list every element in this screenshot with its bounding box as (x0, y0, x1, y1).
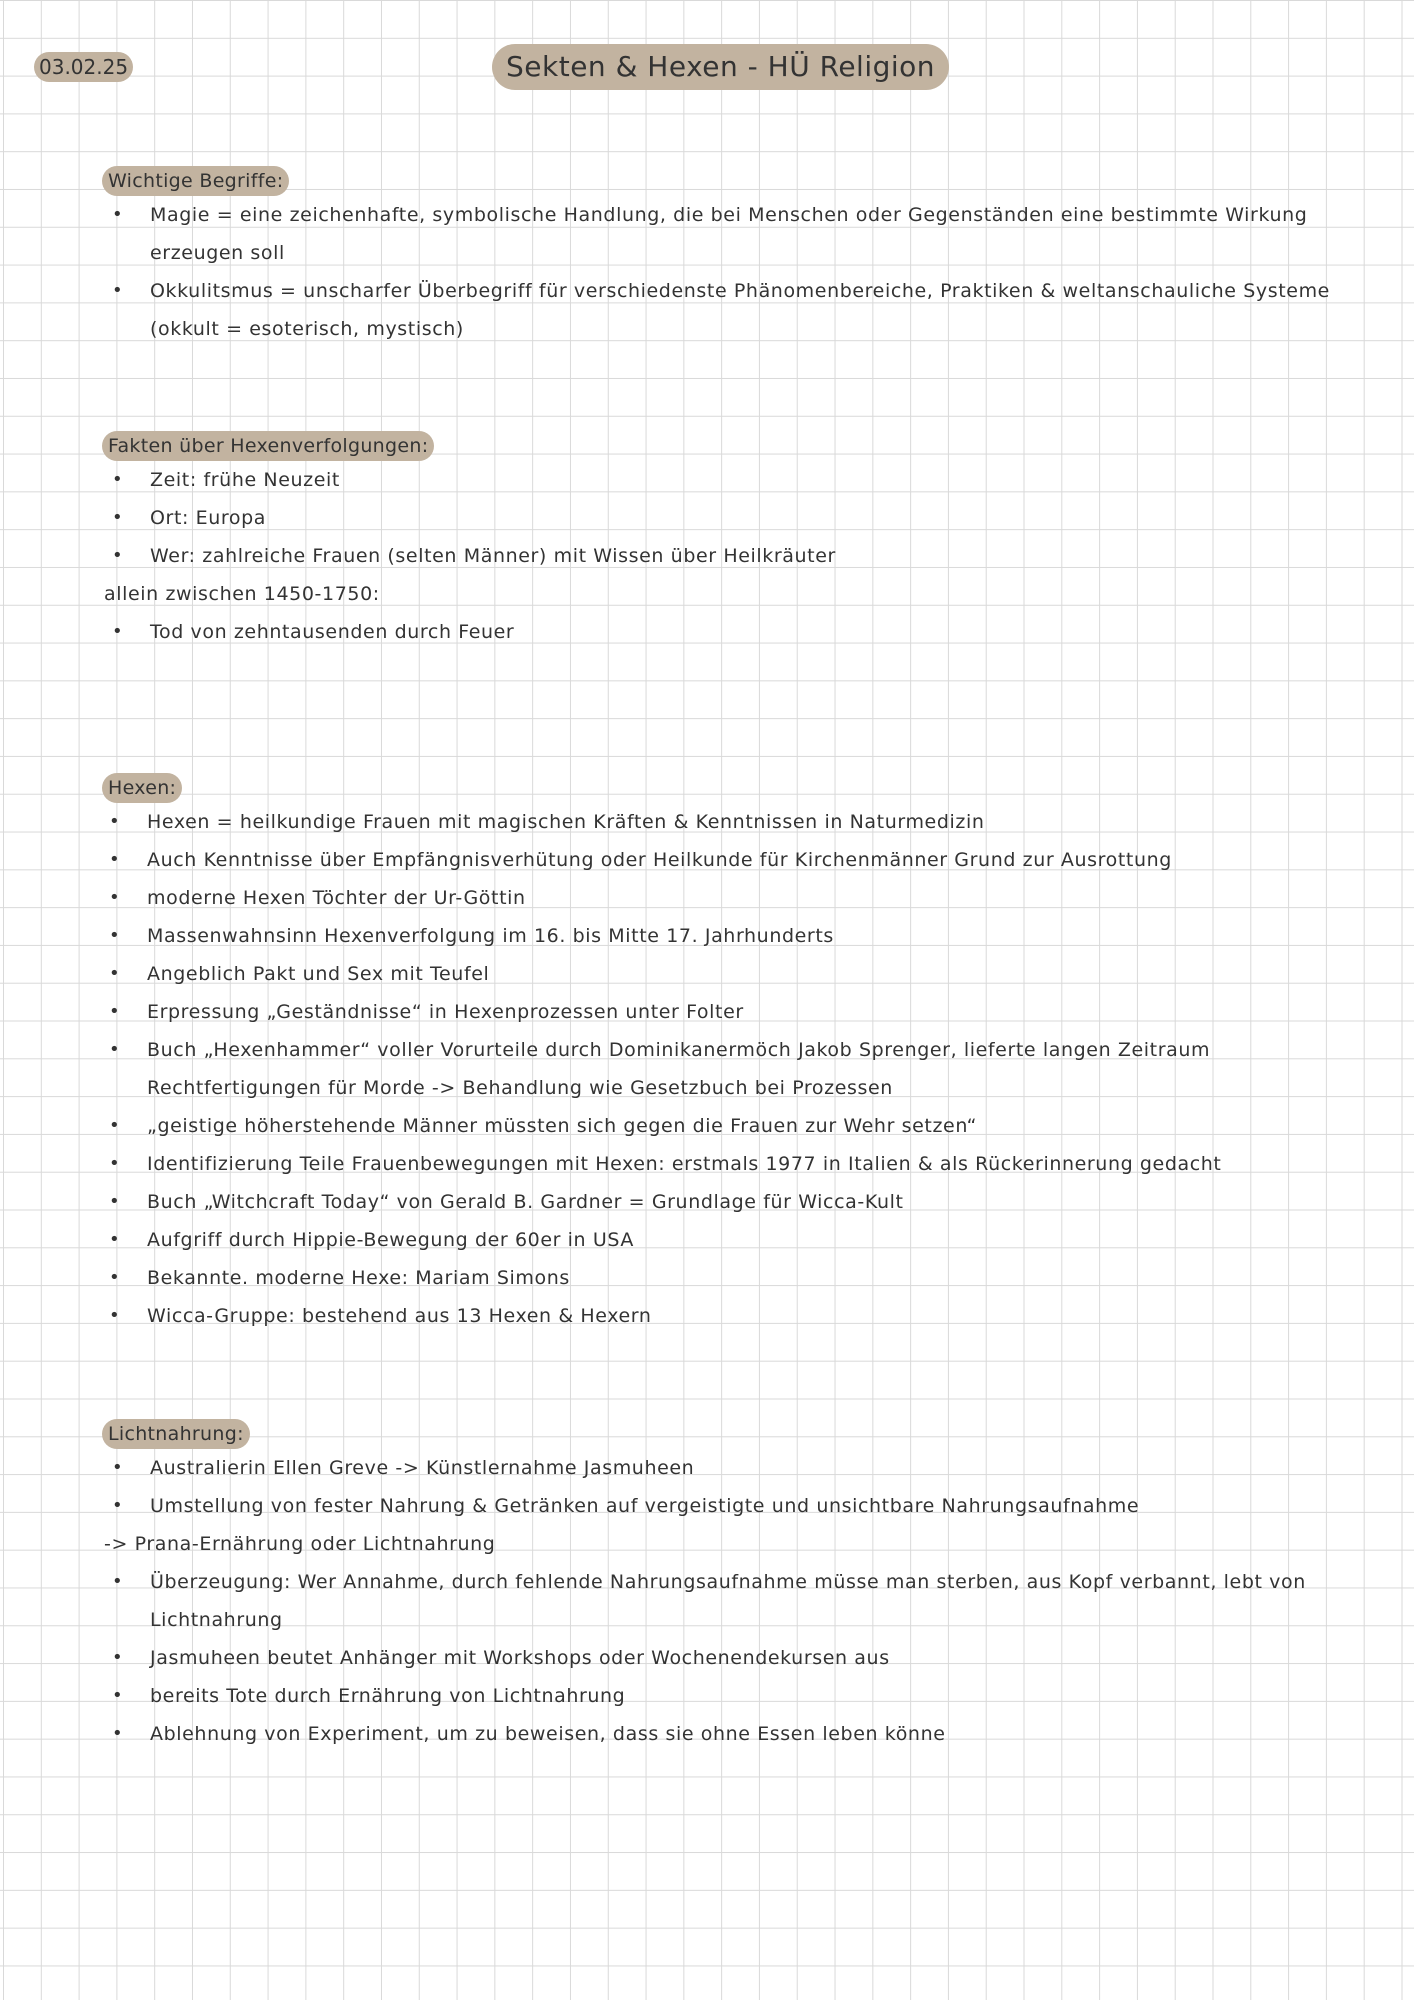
list-item: • Erpressung „Geständnisse“ in Hexenprozessen unter Folter (101, 993, 1344, 1031)
list-item: • Hexen = heilkundige Frauen mit magischen Kräften & Kenntnissen in Naturmedizin (101, 803, 1344, 841)
section-wichtige-begriffe (104, 166, 1354, 348)
list-item: • Ort: Europa (104, 499, 1364, 537)
bullet-list (104, 613, 1364, 651)
plain-text: -> Prana-Ernährung oder Lichtnahrung (104, 1533, 496, 1555)
section-heading: Lichtnahrung: (102, 1419, 250, 1449)
section-fakten-hexenverfolgungen (104, 431, 1364, 651)
list-item: • Massenwahnsinn Hexenverfolgung im 16. bis Mitte 17. Jahrhunderts (101, 917, 1344, 955)
list-item: • Bekannte. moderne Hexe: Mariam Simons (101, 1259, 1344, 1297)
list-item: • „geistige höherstehende Männer müssten sich gegen die Frauen zur Wehr setzen“ (101, 1107, 1344, 1145)
bullet-list (104, 1449, 1354, 1525)
list-item: • Zeit: frühe Neuzeit (104, 461, 1364, 499)
section-hexen (104, 773, 1344, 1335)
list-item: • Auch Kenntnisse über Empfängnisverhütung oder Heilkunde für Kirchenmänner Grund zur Ausrottung (101, 841, 1344, 879)
section-heading: Hexen: (102, 773, 182, 803)
list-item: • bereits Tote durch Ernährung von Lichtnahrung (104, 1677, 1354, 1715)
list-item: • moderne Hexen Töchter der Ur-Göttin (101, 879, 1344, 917)
list-item: • Ablehnung von Experiment, um zu beweisen, dass sie ohne Essen leben könne (104, 1715, 1354, 1753)
section-heading: Fakten über Hexenverfolgungen: (102, 431, 434, 461)
bullet-list (101, 803, 1344, 1335)
bullet-list (104, 461, 1364, 575)
list-item: • Magie = eine zeichenhafte, symbolische Handlung, die bei Menschen oder Gegenständen eine bestimmte Wirkung erzeugen soll (104, 196, 1354, 272)
list-item: • Aufgriff durch Hippie-Bewegung der 60er in USA (101, 1221, 1344, 1259)
list-item: • Wer: zahlreiche Frauen (selten Männer) mit Wissen über Heilkräuter (104, 537, 1364, 575)
note-date: 03.02.25 (34, 52, 133, 82)
list-item: • Wicca-Gruppe: bestehend aus 13 Hexen & Hexern (101, 1297, 1344, 1335)
section-lichtnahrung (104, 1419, 1354, 1753)
list-item: • Überzeugung: Wer Annahme, durch fehlende Nahrungsaufnahme müsse man sterben, aus Kopf verbannt, lebt von Lichtnahrung (104, 1563, 1354, 1639)
list-item: • Australierin Ellen Greve -> Künstlernahme Jasmuheen (104, 1449, 1354, 1487)
list-item: • Identifizierung Teile Frauenbewegungen mit Hexen: erstmals 1977 in Italien & als Rückerinnerung gedacht (101, 1145, 1344, 1183)
bullet-list (104, 1563, 1354, 1753)
page-title: Sekten & Hexen - HÜ Religion (492, 44, 949, 90)
list-item: • Buch „Witchcraft Today“ von Gerald B. Gardner = Grundlage für Wicca-Kult (101, 1183, 1344, 1221)
list-item: • Buch „Hexenhammer“ voller Vorurteile durch Dominikanermöch Jakob Sprenger, lieferte langen Zeitraum Rechtfertigungen für Morde -> Behandlung wie Gesetzbuch bei Prozessen (101, 1031, 1344, 1107)
list-item: • Tod von zehntausenden durch Feuer (104, 613, 1364, 651)
section-heading: Wichtige Begriffe: (102, 166, 289, 196)
list-item: • Jasmuheen beutet Anhänger mit Workshops oder Wochenendekursen aus (104, 1639, 1354, 1677)
list-item: • Angeblich Pakt und Sex mit Teufel (101, 955, 1344, 993)
list-item: • Okkulitsmus = unscharfer Überbegriff für verschiedenste Phänomenbereiche, Praktiken & weltanschauliche Systeme (okkult = esoterisch, mystisch) (104, 272, 1354, 348)
list-item: • Umstellung von fester Nahrung & Getränken auf vergeistigte und unsichtbare Nahrungsaufnahme (104, 1487, 1354, 1525)
subtext: allein zwischen 1450-1750: (104, 583, 380, 605)
bullet-list (104, 196, 1354, 348)
